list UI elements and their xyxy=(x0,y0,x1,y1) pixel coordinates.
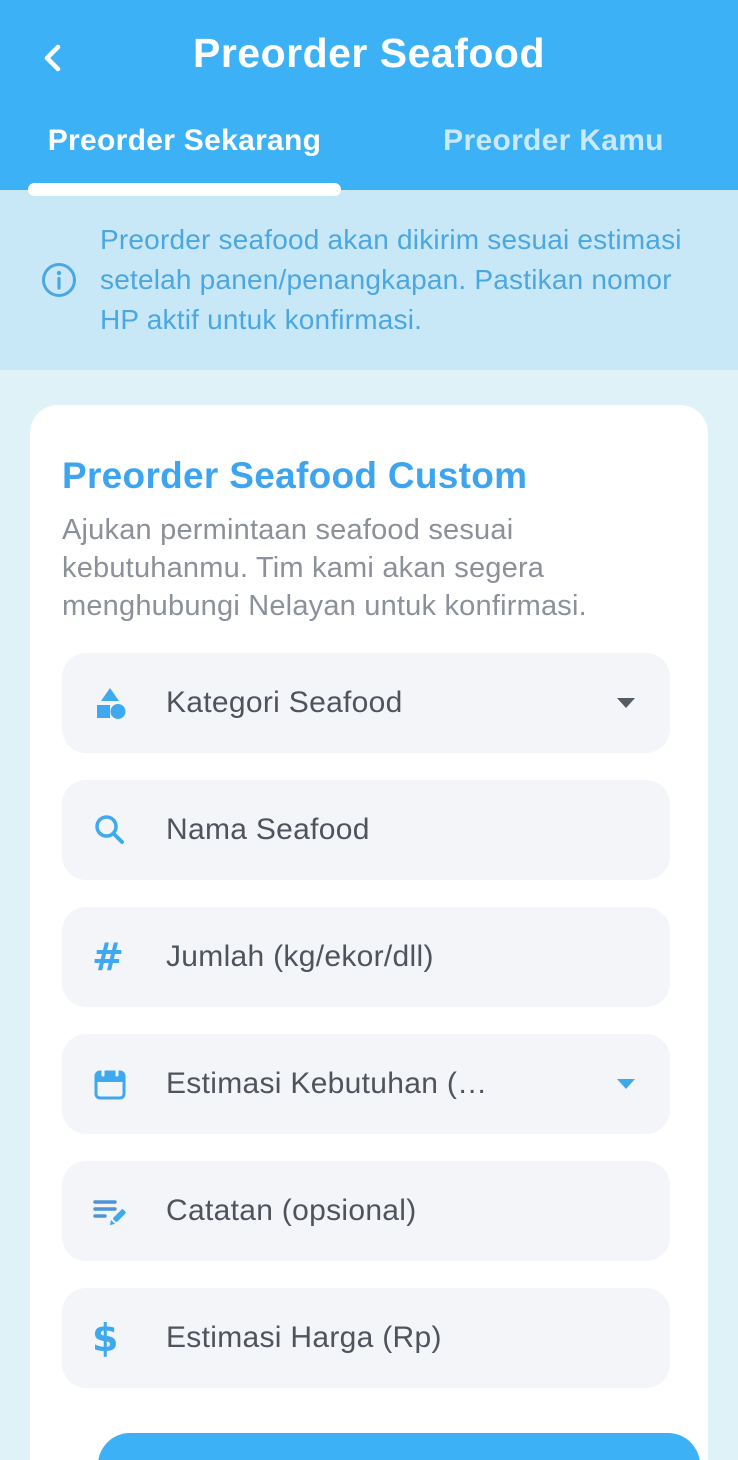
page-title: Preorder Seafood xyxy=(192,30,546,76)
card-description: Ajukan permintaan seafood sesuai kebutuhanmu. Tim kami akan segera menghubungi Nelayan untuk konfirmasi. xyxy=(62,514,587,622)
info-banner xyxy=(0,190,738,370)
main-content xyxy=(0,370,738,1460)
field-jumlah[interactable] xyxy=(62,907,670,1007)
field-label: Nama Seafood xyxy=(166,813,370,846)
active-tab-indicator xyxy=(28,183,341,196)
field-label: Estimasi Harga (Rp) xyxy=(166,1321,442,1354)
field-label: Estimasi Kebutuhan (… xyxy=(166,1067,488,1100)
field-label: Jumlah (kg/ekor/dll) xyxy=(166,940,434,973)
field-estimasi-harga[interactable] xyxy=(62,1288,670,1388)
tab-bar xyxy=(0,110,738,190)
search-icon xyxy=(92,812,136,848)
submit-preorder-button[interactable] xyxy=(98,1433,700,1460)
chevron-down-icon xyxy=(616,697,636,709)
shapes-icon xyxy=(92,685,136,721)
app-header xyxy=(0,0,738,190)
card-title: Preorder Seafood Custom xyxy=(62,455,528,496)
hash-icon: # xyxy=(92,935,124,979)
field-estimasi-kebutuhan[interactable] xyxy=(62,1034,670,1134)
tab-preorder-kamu[interactable]: Preorder Kamu xyxy=(369,110,738,190)
info-circle-icon xyxy=(40,261,78,299)
notes-edit-icon xyxy=(92,1192,136,1230)
field-kategori-seafood[interactable] xyxy=(62,653,670,753)
tab-preorder-sekarang[interactable]: Preorder Sekarang xyxy=(0,110,369,190)
preorder-custom-card xyxy=(30,405,708,1460)
dollar-icon: $ xyxy=(92,1316,119,1360)
field-catatan[interactable] xyxy=(62,1161,670,1261)
calendar-icon xyxy=(92,1066,136,1102)
chevron-down-icon xyxy=(616,1078,636,1090)
field-nama-seafood[interactable] xyxy=(62,780,670,880)
field-label: Kategori Seafood xyxy=(166,686,403,719)
field-label: Catatan (opsional) xyxy=(166,1194,417,1227)
info-banner-text: Preorder seafood akan dikirim sesuai estimasi setelah panen/penangkapan. Pastikan nomor HP aktif untuk konfirmasi. xyxy=(100,224,682,335)
